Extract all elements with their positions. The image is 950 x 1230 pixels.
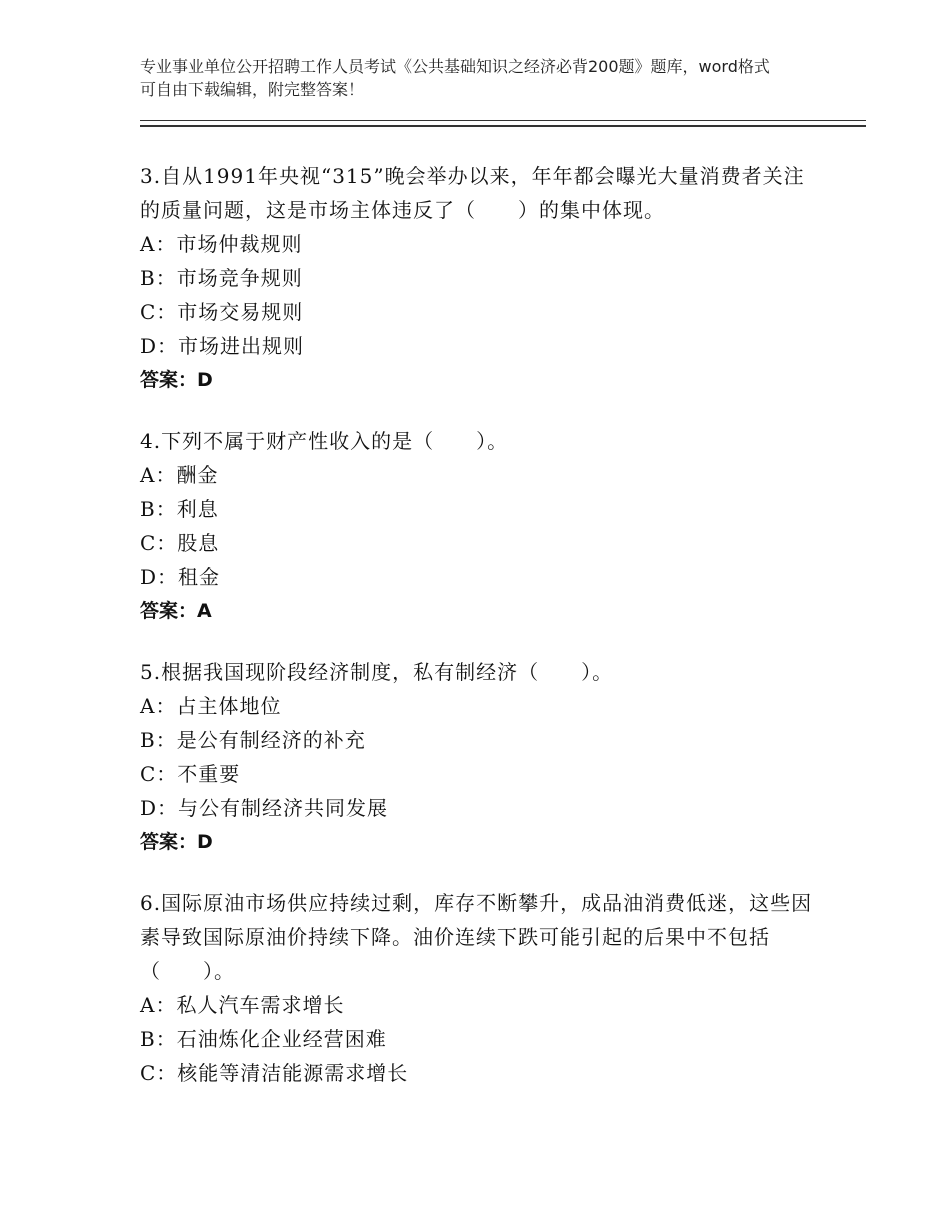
- option-d: D：市场进出规则: [140, 334, 305, 358]
- question-5: [140, 655, 820, 859]
- option-b: B：市场竞争规则: [140, 266, 303, 290]
- question-stem: 6.国际原油市场供应持续过剩，库存不断攀升，成品油消费低迷，这些因素导致国际原油价持续下降。油价连续下跌可能引起的后果中不包括（ ）。: [140, 891, 813, 983]
- question-stem: 5.根据我国现阶段经济制度，私有制经济（ ）。: [140, 660, 614, 684]
- question-3: [140, 159, 820, 397]
- option-a: A：占主体地位: [140, 694, 282, 718]
- option-a: A：私人汽车需求增长: [140, 993, 345, 1017]
- question-list: [140, 159, 820, 1117]
- question-4: [140, 424, 820, 628]
- option-c: C：核能等清洁能源需求增长: [140, 1061, 409, 1085]
- option-c: C：不重要: [140, 762, 241, 786]
- option-b: B：利息: [140, 497, 219, 521]
- answer-line: 答案：D: [140, 831, 213, 853]
- option-c: C：市场交易规则: [140, 300, 304, 324]
- question-6: [140, 886, 820, 1090]
- answer-line: 答案：A: [140, 600, 212, 622]
- option-b: B：是公有制经济的补充: [140, 728, 366, 752]
- option-a: A：市场仲裁规则: [140, 232, 303, 256]
- question-stem: 4.下列不属于财产性收入的是（ ）。: [140, 429, 509, 453]
- answer-line: 答案：D: [140, 369, 213, 391]
- option-d: D：租金: [140, 565, 221, 589]
- option-d: D：与公有制经济共同发展: [140, 796, 389, 820]
- option-b: B：石油炼化企业经营困难: [140, 1027, 387, 1051]
- question-stem: 3.自从1991年央视“315”晚会举办以来，年年都会曝光大量消费者关注的质量问题，这是市场主体违反了（ ）的集中体现。: [140, 164, 805, 222]
- header-divider: [140, 120, 866, 127]
- option-c: C：股息: [140, 531, 220, 555]
- option-a: A：酬金: [140, 463, 219, 487]
- document-header: 专业事业单位公开招聘工作人员考试《公共基础知识之经济必背200题》题库，word格式可自由下载编辑，附完整答案！: [140, 57, 770, 99]
